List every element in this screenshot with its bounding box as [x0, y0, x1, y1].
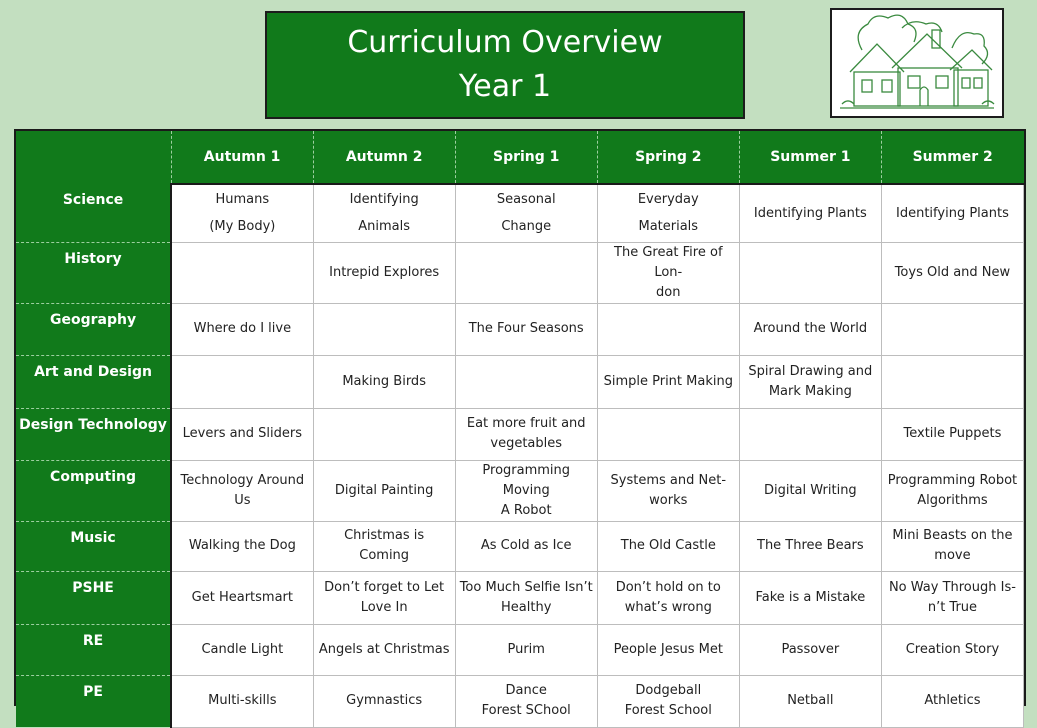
topic-line-2: vegetables [490, 436, 563, 451]
subject-row-science [16, 184, 1024, 242]
topic-line-1: Netball [787, 693, 834, 708]
topic-cell [455, 624, 597, 675]
topic-line-1: Get Heartsmart [191, 589, 293, 605]
topic-cell [597, 624, 739, 675]
topic-line-2: Change [501, 219, 552, 235]
term-header-spring-2: Spring 2 [597, 131, 739, 184]
topic-line-2: Materials [638, 219, 699, 235]
topic-line-1: As Cold as Ice [480, 538, 572, 553]
topic-cell [881, 624, 1023, 675]
term-header-row [16, 131, 1024, 184]
topic-line-1: Digital Painting [334, 482, 434, 498]
topic-cell [881, 408, 1023, 460]
topic-cell [881, 675, 1023, 727]
topic-line-2: works [649, 492, 688, 508]
topic-line-1: Purim [507, 641, 545, 657]
topic-line-1: Digital Writing [763, 482, 857, 498]
topic-line-1: Levers and Sliders [182, 426, 303, 441]
topic-cell [739, 408, 881, 460]
topic-cell [881, 242, 1023, 303]
topic-cell [171, 571, 313, 624]
topic-cell [597, 675, 739, 727]
topic-line-1: Multi-skills [208, 693, 277, 708]
topic-cell [313, 460, 455, 521]
school-logo [830, 8, 1004, 118]
subject-row-art-and-design [16, 355, 1024, 408]
topic-line-1: Textile Puppets [903, 426, 1002, 441]
topic-cell [881, 460, 1023, 521]
curriculum-table-frame [14, 129, 1026, 718]
subject-row-geography [16, 303, 1024, 355]
topic-line-1: Gymnastics [346, 693, 423, 708]
topic-cell [313, 355, 455, 408]
subject-label: Design Technology [16, 408, 171, 460]
topic-line-2: Forest SChool [481, 703, 571, 718]
topic-line-1: Technology Around [180, 472, 305, 488]
topic-cell [455, 242, 597, 303]
subject-row-re [16, 624, 1024, 675]
topic-cell [171, 408, 313, 460]
topic-cell [171, 521, 313, 571]
topic-line-1: Too Much Selfie Isn’t [459, 579, 593, 595]
subject-row-computing [16, 460, 1024, 521]
subject-label: Science [16, 184, 171, 242]
subject-row-pe [16, 675, 1024, 727]
subject-row-music [16, 521, 1024, 571]
topic-line-1: Dodgeball [635, 683, 702, 698]
topic-cell [739, 460, 881, 521]
curriculum-table [16, 131, 1024, 728]
topic-line-1: No Way Through Is- [888, 579, 1016, 595]
topic-cell [313, 571, 455, 624]
topic-line-1: Mini Beasts on the [892, 528, 1013, 543]
topic-line-2: Animals [358, 219, 411, 235]
topic-cell [881, 303, 1023, 355]
topic-cell [739, 521, 881, 571]
topic-line-1: Simple Print Making [603, 373, 733, 389]
term-header-summer-2: Summer 2 [881, 131, 1023, 184]
topic-cell [455, 184, 597, 242]
topic-cell [313, 408, 455, 460]
term-header-autumn-2: Autumn 2 [313, 131, 455, 184]
topic-cell [171, 184, 313, 242]
title-banner [265, 11, 745, 119]
topic-line-2: Love In [360, 599, 408, 615]
subject-row-history [16, 242, 1024, 303]
topic-cell [739, 624, 881, 675]
topic-cell [313, 184, 455, 242]
topic-line-1: Everyday [637, 192, 699, 208]
topic-cell [739, 675, 881, 727]
topic-cell [313, 521, 455, 571]
subject-label: History [16, 242, 171, 303]
topic-line-1: Where do I live [193, 321, 292, 336]
topic-line-1: Around the World [753, 321, 868, 336]
topic-line-1: Programming Robot [887, 472, 1018, 488]
topic-cell [313, 303, 455, 355]
topic-cell [881, 571, 1023, 624]
topic-line-2: move [934, 548, 971, 563]
topic-cell [313, 624, 455, 675]
subject-label: PE [16, 675, 171, 727]
topic-line-1: Athletics [924, 693, 981, 708]
topic-cell [739, 571, 881, 624]
term-header-autumn-1: Autumn 1 [171, 131, 313, 184]
topic-line-1: Fake is a Mistake [755, 589, 866, 605]
term-header-spring-1: Spring 1 [455, 131, 597, 184]
topic-cell [171, 355, 313, 408]
topic-cell [597, 355, 739, 408]
topic-cell [597, 571, 739, 624]
topic-line-1: People Jesus Met [613, 641, 723, 657]
subject-row-pshe [16, 571, 1024, 624]
topic-line-2: n’t True [927, 599, 978, 615]
topic-cell [455, 571, 597, 624]
topic-line-1: Making Birds [342, 373, 426, 389]
topic-line-2: Mark Making [768, 383, 852, 399]
topic-line-1: Identifying Plants [896, 205, 1009, 221]
topic-cell [597, 303, 739, 355]
topic-line-2: Forest School [624, 703, 712, 718]
topic-cell [739, 355, 881, 408]
topic-line-1: The Three Bears [757, 538, 864, 553]
topic-line-1: Christmas is Coming [344, 528, 425, 563]
topic-cell [739, 184, 881, 242]
year-subtitle: Year 1 [458, 69, 552, 104]
topic-line-2: A Robot [500, 502, 552, 518]
topic-line-1: The Four Seasons [468, 321, 584, 336]
topic-cell [171, 624, 313, 675]
topic-line-1: The Old Castle [620, 538, 716, 553]
topic-line-1: Seasonal [496, 192, 556, 208]
topic-line-1: Spiral Drawing and [748, 363, 873, 379]
subject-row-design-technology [16, 408, 1024, 460]
topic-cell [313, 675, 455, 727]
term-header-summer-1: Summer 1 [739, 131, 881, 184]
topic-line-2: what’s wrong [624, 599, 712, 615]
topic-line-1: Identifying Plants [753, 205, 867, 221]
topic-line-1: Humans [215, 192, 270, 208]
topic-cell [455, 521, 597, 571]
topic-line-1: Programming Moving [482, 462, 571, 498]
topic-line-2: Healthy [501, 599, 552, 615]
topic-cell [739, 242, 881, 303]
topic-line-1: Creation Story [905, 641, 1000, 657]
topic-line-1: Walking the Dog [188, 538, 296, 553]
topic-cell [597, 521, 739, 571]
topic-cell [597, 408, 739, 460]
topic-cell [597, 242, 739, 303]
topic-line-1: Eat more fruit and [466, 416, 586, 431]
topic-line-2: don [656, 284, 681, 300]
topic-cell [881, 521, 1023, 571]
subject-label: Music [16, 521, 171, 571]
topic-line-1: Passover [781, 641, 840, 657]
topic-cell [455, 675, 597, 727]
header-corner [16, 131, 171, 184]
topic-cell [171, 242, 313, 303]
topic-cell [739, 303, 881, 355]
school-house-icon [832, 10, 1002, 116]
topic-cell [881, 184, 1023, 242]
topic-cell [171, 303, 313, 355]
topic-cell [455, 460, 597, 521]
topic-cell [455, 408, 597, 460]
topic-line-1: Don’t hold on to [615, 579, 721, 595]
topic-line-1: Identifying [349, 192, 419, 208]
topic-line-1: Angels at Christmas [318, 641, 450, 657]
subject-label: RE [16, 624, 171, 675]
topic-cell [455, 355, 597, 408]
topic-cell [597, 184, 739, 242]
topic-line-2: (My Body) [209, 219, 276, 235]
page-title: Curriculum Overview [347, 25, 663, 60]
subject-label: Geography [16, 303, 171, 355]
topic-line-1: Dance [505, 683, 547, 698]
topic-line-1: Toys Old and New [894, 264, 1011, 280]
topic-line-1: The Great Fire of Lon- [614, 244, 723, 280]
subject-label: Art and Design [16, 355, 171, 408]
subject-label: PSHE [16, 571, 171, 624]
topic-line-2: Algorithms [917, 492, 988, 508]
topic-cell [881, 355, 1023, 408]
topic-line-1: Intrepid Explores [329, 264, 440, 280]
topic-cell [313, 242, 455, 303]
topic-cell [171, 460, 313, 521]
topic-cell [171, 675, 313, 727]
topic-line-1: Systems and Net- [610, 472, 727, 488]
subject-label: Computing [16, 460, 171, 521]
topic-line-1: Don’t forget to Let [324, 579, 445, 595]
topic-cell [597, 460, 739, 521]
topic-line-2: Us [234, 492, 251, 508]
topic-line-1: Candle Light [201, 641, 284, 657]
topic-cell [455, 303, 597, 355]
